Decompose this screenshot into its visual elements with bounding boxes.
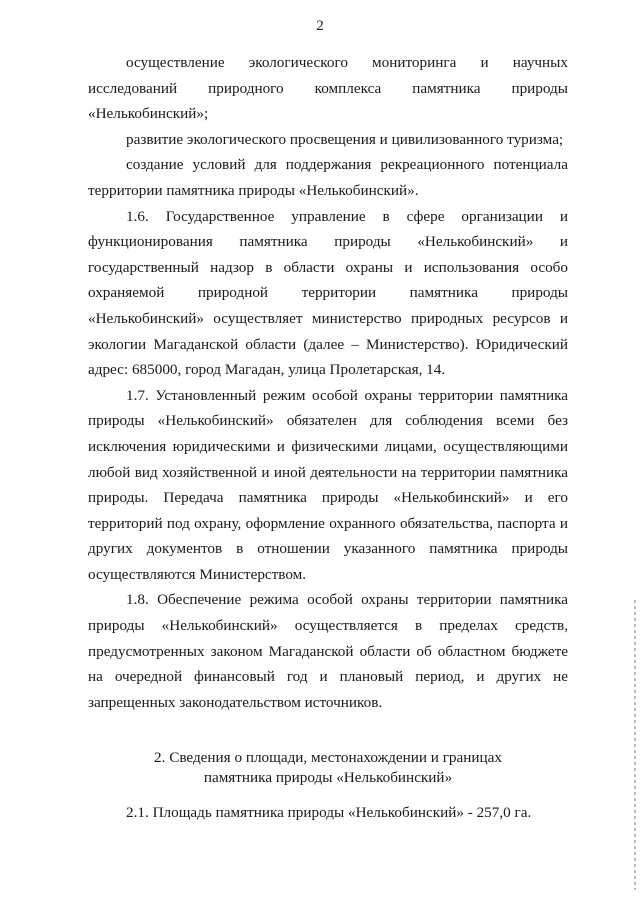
section-heading-line2: памятника природы «Нелькобинский» (203, 769, 453, 786)
paragraph-1-6: 1.6. Государственное управление в сфере организации и функционирования памятника природы «Нелькобинский» и государственный надзор в области охраны и использования особо охраняемой природной территории памятника природы «Нелькобинский» осуществляет министерство природных ресурсов и экологии Магаданской области (далее – Министерство). Юридический адрес: 685000, город Магадан, улица Пролетарская, 14. (88, 207, 568, 379)
scan-edge-mark (634, 600, 636, 890)
section-heading-line1: 2. Сведения о площади, местонахождении и границах (154, 749, 502, 766)
paragraph-1-7: 1.7. Установленный режим особой охраны территории памятника природы «Нелькобинский» обязателен для соблюдения всеми без исключения юридическими и физическими лицами, осуществляющими любой вид хозяйственной и иной деятельности на территории памятника природы. Передача памятника природы «Нелькобинский» и его территорий под охрану, оформление охранного обязательства, паспорта и других документов в отношении указанного памятника природы осуществляются Министерством. (88, 386, 568, 583)
section-heading (88, 748, 568, 788)
paragraph-education: развитие экологического просвещения и цивилизованного туризма; (126, 130, 564, 148)
page-number: 2 (316, 18, 324, 34)
paragraph-monitoring: осуществление экологического мониторинга и научных исследований природного комплекса памятника природы «Нелькобинский»; (88, 54, 568, 123)
paragraph-recreation: создание условий для поддержания рекреационного потенциала территории памятника природы «Нелькобинский». (88, 156, 568, 199)
document-body (88, 50, 568, 715)
paragraph-1-8: 1.8. Обеспечение режима особой охраны территории памятника природы «Нелькобинский» осуществляется в пределах средств, предусмотренных законом Магаданской области об областном бюджете на очередной финансовый год и плановый период, и других не запрещенных законодательством источников. (88, 591, 568, 711)
area-statement: 2.1. Площадь памятника природы «Нелькобинский» - 257,0 га. (126, 804, 532, 821)
